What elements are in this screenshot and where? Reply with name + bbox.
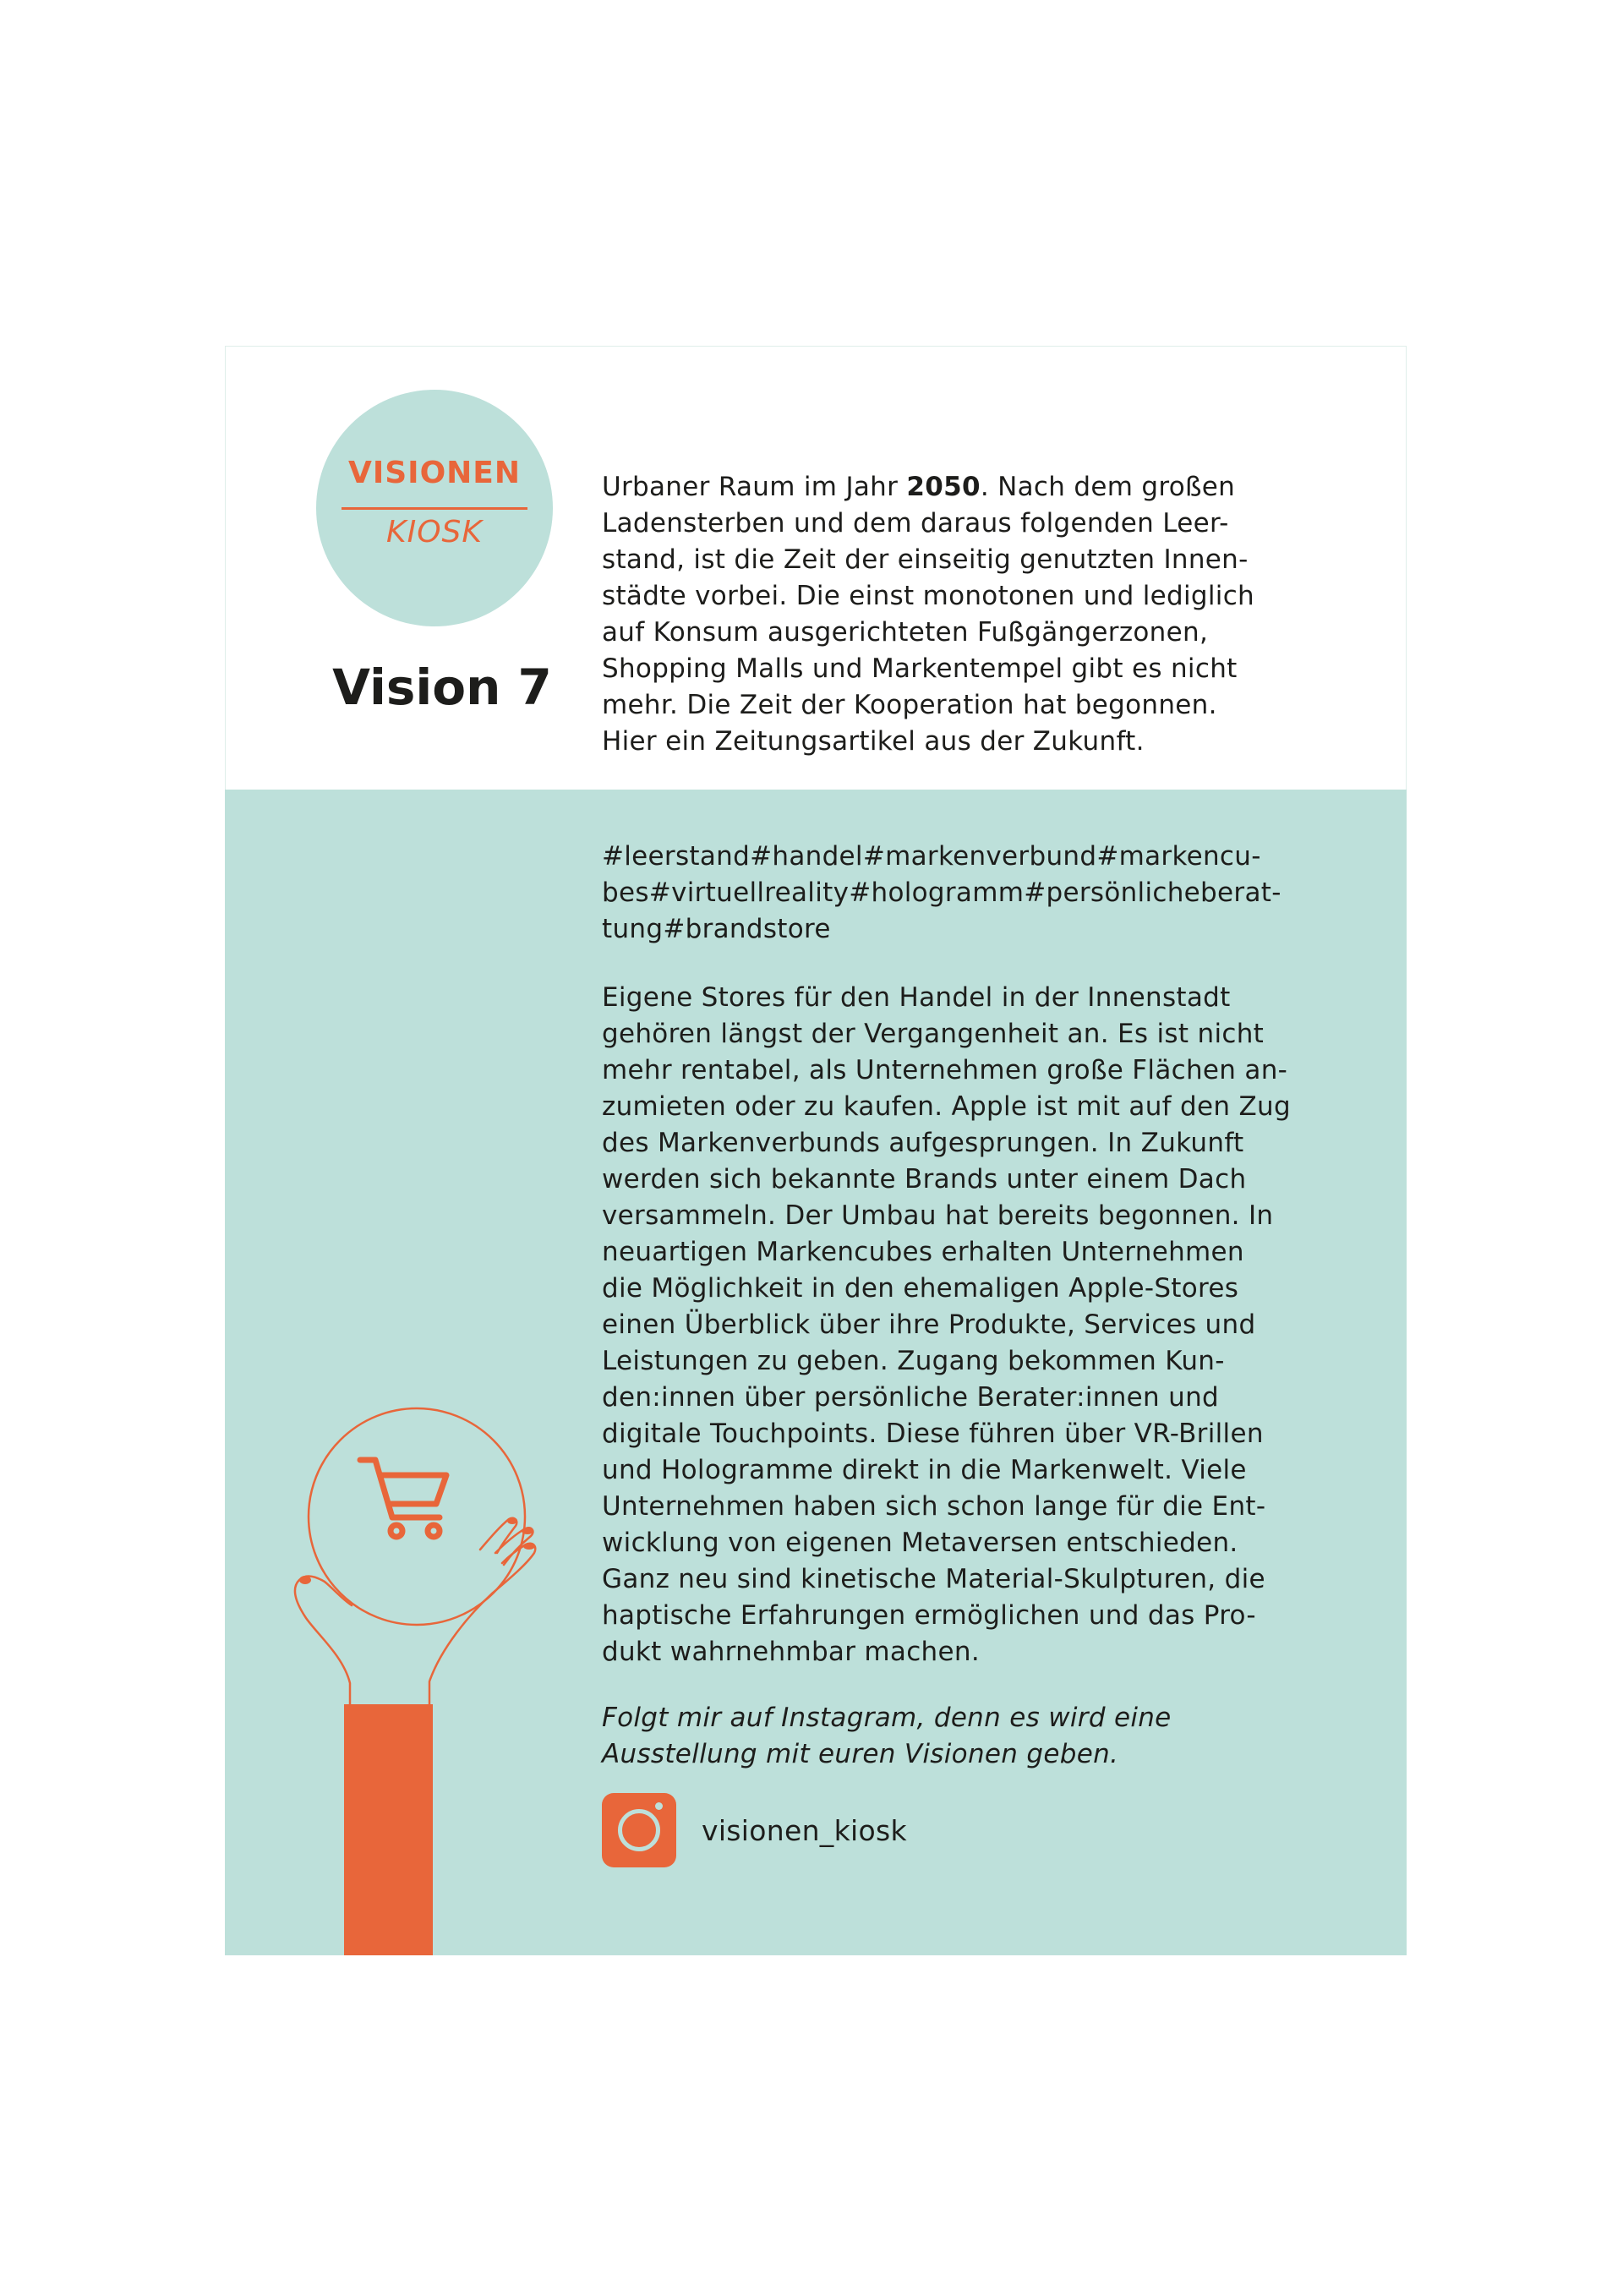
nail [507,1517,517,1524]
hashtag-list: #leerstand#handel#markenverbund#markencu- bes#virtuellreality#hologramm#persönlicheberat- tung#brandstore [602,841,1281,944]
instagram-handle[interactable]: visionen_kiosk [702,1814,907,1847]
nail [299,1576,311,1584]
nail [522,1528,533,1534]
logo-subtitle: KIOSK [385,515,484,549]
flyer-card [225,346,1407,1955]
logo-title: VISIONEN [347,456,522,490]
shopping-cart-icon [360,1460,446,1537]
hand-holding-cart-illustration [225,346,732,1955]
article-body: Eigene Stores für den Handel in der Innenstadt gehören längst der Vergangenheit an. Es ist nicht mehr rentabel, als Unternehmen große Flächen an- zumieten oder zu kaufen. Apple ist mit auf den Zug des Markenverbunds aufgesprungen. In Zukunft werden sich bekannte Brands unter einem Dach versammeln. Der Umbau hat bereits begonnen. In neuartigen Markencubes erhalten Unternehmen die Möglichkeit in den ehemaligen Apple-Stores einen Überblick über ihre Produkte, Services und Leistungen zu geben. Zugang bekommen Kun- den:innen über persönliche Berater:innen und digitale Touchpoints. Diese führen über VR-Brillen und Hologramme direkt in die Markenwelt. Viele Unternehmen haben sich schon lange für die Ent- wicklung von eigenen Metaversen entschieden. Ganz neu sind kinetische Material-Skulpturen, die haptische Erfahrungen ermöglichen und das Pro- dukt wahrnehmbar machen. [602,982,1291,1667]
intro-year: 2050 [906,472,981,502]
intro-after: . Nach dem großen Ladensterben und dem daraus folgenden Leer- stand, ist die Zeit der einseitig genutzten Innen- städte vorbei. Die einst monotonen und lediglich auf Konsum ausgerichteten Fußgängerzonen, Shopping Malls und Markentempel gibt es nicht mehr. Die Zeit der Kooperation hat begonnen. Hier ein Zeitungsartikel aus der Zukunft. [602,472,1255,757]
call-to-action: Folgt mir auf Instagram, denn es wird eine Ausstellung mit euren Visionen geben. [602,1703,1172,1769]
nail [523,1543,535,1550]
vision-title: Vision 7 [332,659,552,716]
intro-before: Urbaner Raum im Jahr [602,472,907,502]
hand-outline [295,1518,535,1704]
sleeve [344,1704,433,1955]
